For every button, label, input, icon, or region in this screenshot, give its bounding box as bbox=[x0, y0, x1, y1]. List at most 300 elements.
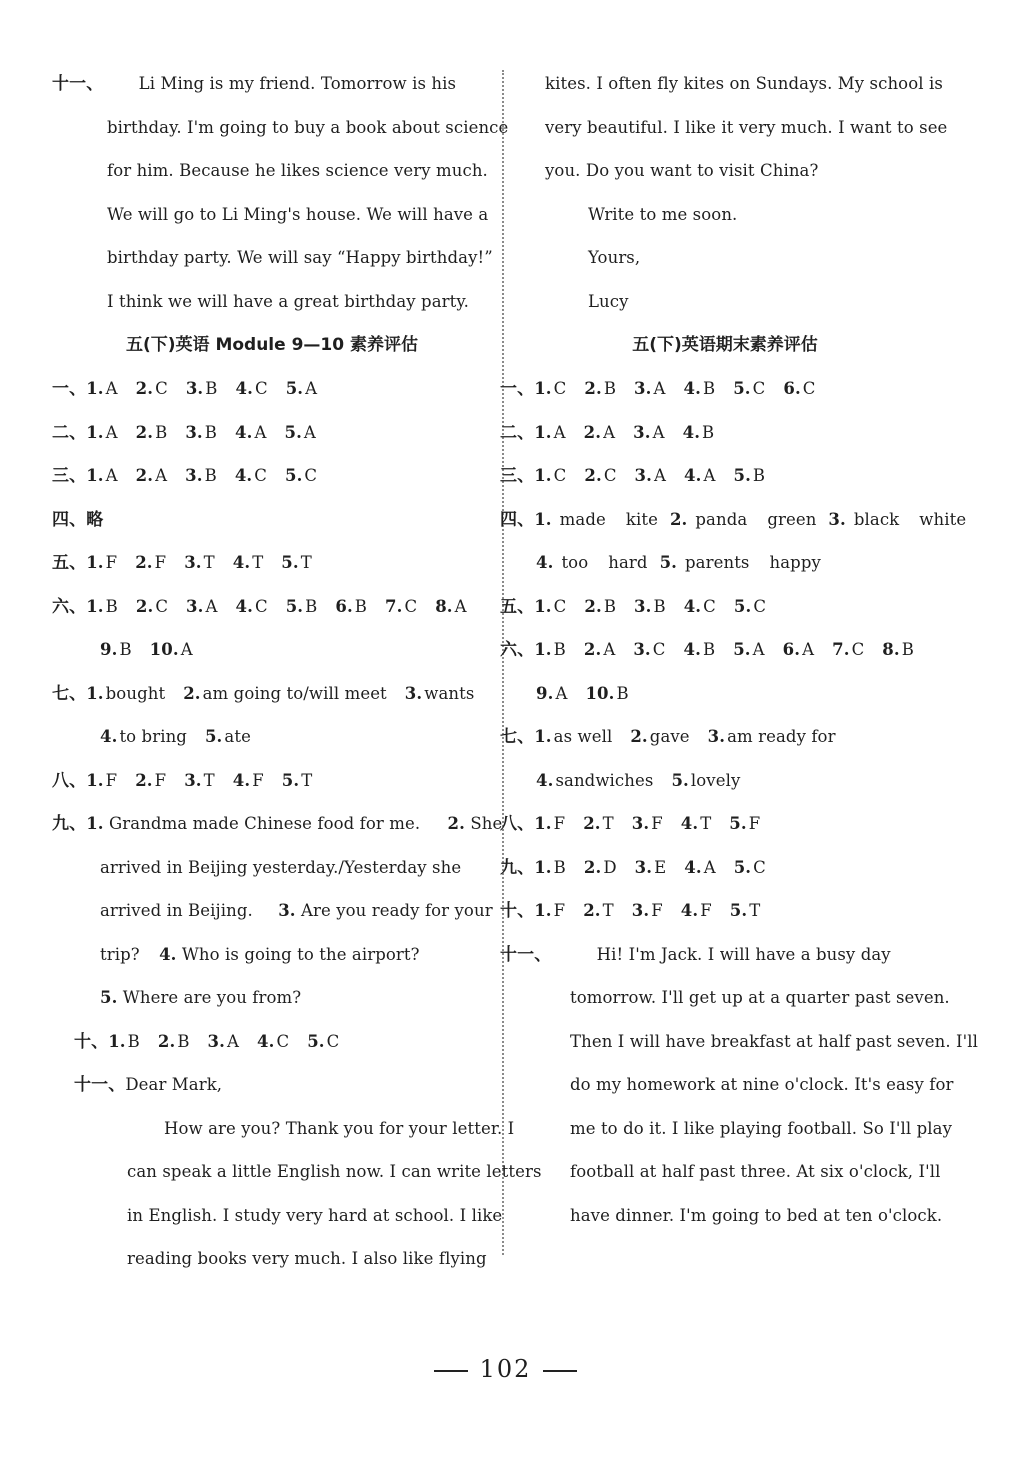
item-number: 9. bbox=[100, 640, 118, 659]
answer-item bbox=[150, 628, 193, 672]
answer-item bbox=[733, 367, 765, 411]
answer-item bbox=[335, 585, 367, 629]
answer-list bbox=[534, 901, 760, 920]
answer-item bbox=[534, 585, 566, 629]
item-number: 8. bbox=[882, 640, 900, 659]
item-answer: T bbox=[203, 553, 215, 572]
item-answer: A bbox=[553, 422, 566, 442]
section-label: 三、 bbox=[52, 466, 87, 486]
left-s9-line-5 bbox=[52, 976, 492, 1020]
answer-item bbox=[534, 715, 612, 759]
right-s11-line-1 bbox=[500, 933, 950, 977]
item-number: 5. bbox=[285, 596, 304, 616]
item-number: 6. bbox=[782, 640, 801, 659]
item-number: 2. bbox=[630, 727, 648, 746]
right-s1 bbox=[500, 367, 950, 411]
answer-item bbox=[284, 411, 315, 455]
right-s5 bbox=[500, 585, 950, 629]
answer-item bbox=[684, 454, 715, 498]
answer-list bbox=[534, 510, 972, 529]
section-label: 十、 bbox=[500, 901, 535, 921]
answer-item bbox=[633, 411, 664, 455]
item-answer: gave bbox=[649, 727, 690, 746]
item-number: 6. bbox=[783, 379, 801, 398]
item-number: 2. bbox=[447, 814, 465, 833]
item-number: 3. bbox=[185, 422, 203, 442]
item-number: 5. bbox=[284, 422, 302, 442]
item-number: 3. bbox=[207, 1031, 225, 1051]
answer-item bbox=[684, 846, 715, 890]
item-number: 3. bbox=[184, 553, 202, 572]
answer-text: arrived in Beijing yesterday./Yesterday she bbox=[100, 857, 462, 877]
item-answer: as well bbox=[553, 727, 613, 746]
item-number: 2. bbox=[583, 814, 601, 833]
answer-item bbox=[286, 585, 318, 629]
item-answer: bought bbox=[105, 683, 166, 703]
answer-list bbox=[536, 684, 629, 703]
answer-list bbox=[534, 814, 760, 833]
item-number: 4. bbox=[680, 901, 699, 920]
item-answer: F bbox=[651, 901, 663, 920]
footer-dash-right bbox=[543, 1370, 577, 1372]
answer-list bbox=[86, 553, 312, 572]
item-number: 5. bbox=[733, 596, 752, 616]
item-answer: B bbox=[205, 379, 218, 398]
right-s2 bbox=[500, 411, 950, 455]
item-answer: too bbox=[561, 553, 589, 572]
item-answer: ate bbox=[224, 727, 251, 746]
item-answer: A bbox=[653, 466, 667, 485]
item-answer: A bbox=[303, 422, 316, 442]
item-number: 1. bbox=[534, 466, 552, 485]
section-label: 十一、 bbox=[52, 74, 104, 94]
item-number: 5. bbox=[659, 553, 678, 572]
item-number: 3. bbox=[631, 814, 650, 833]
left-s1 bbox=[52, 367, 492, 411]
item-number: 3. bbox=[185, 379, 204, 398]
item-answer: B bbox=[752, 466, 766, 485]
answer-item bbox=[632, 802, 663, 846]
item-answer: A bbox=[603, 422, 616, 442]
item-number: 4. bbox=[684, 857, 702, 877]
item-number: 4. bbox=[234, 466, 253, 485]
answer-item bbox=[100, 715, 187, 759]
item-answer: panda bbox=[695, 509, 748, 529]
answer-text: Where are you from? bbox=[122, 988, 302, 1007]
item-number: 4. bbox=[684, 466, 702, 485]
answer-item bbox=[683, 411, 715, 455]
item-answer: C bbox=[703, 596, 716, 616]
section-label: 七、 bbox=[500, 727, 535, 747]
answer-item bbox=[584, 454, 616, 498]
answer-item bbox=[634, 367, 665, 411]
answer-item bbox=[534, 628, 566, 672]
answer-item bbox=[233, 759, 264, 803]
essay-text: for him. Because he likes science very much. bbox=[107, 161, 488, 180]
answer-item bbox=[584, 411, 615, 455]
item-answer: F bbox=[154, 553, 167, 572]
answer-item bbox=[681, 889, 712, 933]
answer-list bbox=[86, 597, 466, 616]
answer-item bbox=[730, 889, 761, 933]
item-number: 2. bbox=[583, 422, 602, 442]
item-answer: A bbox=[105, 379, 118, 398]
answer-item bbox=[708, 715, 836, 759]
answer-list bbox=[534, 727, 835, 746]
item-answer: B bbox=[105, 596, 118, 616]
item-answer: B bbox=[616, 683, 629, 703]
answer-item bbox=[257, 1020, 289, 1064]
item-number: 5. bbox=[285, 379, 304, 398]
section-heading: 五(下)英语 Module 9—10 素养评估 bbox=[125, 335, 418, 355]
section-label: 九、 bbox=[52, 814, 87, 834]
item-answer: lovely bbox=[690, 770, 741, 790]
item-number: 4. bbox=[257, 1031, 275, 1051]
section-label: 六、 bbox=[52, 596, 87, 617]
section-label: 三、 bbox=[500, 466, 535, 486]
item-answer: C bbox=[326, 1031, 340, 1051]
item-number: 2. bbox=[135, 553, 153, 572]
item-number: 6. bbox=[335, 596, 353, 616]
answer-item bbox=[135, 541, 166, 585]
item-number: 4. bbox=[682, 422, 701, 442]
left-column bbox=[52, 62, 542, 1281]
item-number: 4. bbox=[235, 422, 253, 442]
left-s7-cont bbox=[52, 715, 492, 759]
answer-item bbox=[783, 628, 814, 672]
section-label: 九、 bbox=[500, 857, 535, 878]
answer-item bbox=[534, 454, 566, 498]
answer-item bbox=[733, 628, 764, 672]
item-number: 4. bbox=[100, 727, 118, 746]
answer-item bbox=[534, 498, 664, 542]
item-number: 3. bbox=[278, 901, 296, 920]
left-s6-cont bbox=[52, 628, 492, 672]
answer-item bbox=[136, 585, 168, 629]
answer-list bbox=[100, 640, 193, 659]
item-answer: T bbox=[749, 901, 761, 920]
answer-list bbox=[534, 858, 766, 877]
answer-item bbox=[186, 585, 217, 629]
answer-item bbox=[536, 759, 653, 803]
essay-text: Li Ming is my friend. Tomorrow is his bbox=[138, 74, 457, 93]
answer-item bbox=[205, 715, 251, 759]
item-answer: C bbox=[276, 1031, 290, 1051]
answer-item bbox=[183, 672, 387, 716]
item-answer: B bbox=[702, 640, 716, 659]
item-number: 5. bbox=[204, 727, 223, 746]
item-number: 3. bbox=[707, 727, 726, 746]
letter-text: very beautiful. I like it very much. I want to see bbox=[545, 117, 948, 137]
letter-text: reading books very much. I also like flying bbox=[127, 1249, 487, 1268]
item-answer: B bbox=[127, 1031, 140, 1051]
item-number: 3. bbox=[184, 770, 202, 790]
answer-item bbox=[635, 846, 667, 890]
item-answer: C bbox=[304, 466, 318, 485]
item-answer: C bbox=[753, 596, 767, 616]
item-answer: B bbox=[702, 379, 716, 398]
item-answer: A bbox=[603, 640, 616, 659]
item-answer: A bbox=[254, 422, 267, 442]
section-label: 八、 bbox=[500, 814, 535, 834]
section-label: 八、 bbox=[52, 770, 87, 791]
essay-text: do my homework at nine o'clock. It's easy for bbox=[570, 1075, 954, 1094]
left-s3 bbox=[52, 454, 492, 498]
item-number: 5. bbox=[281, 553, 299, 572]
item-number: 4. bbox=[232, 770, 251, 790]
essay-text: have dinner. I'm going to bed at ten o'clock. bbox=[570, 1205, 943, 1225]
answer-item bbox=[86, 541, 117, 585]
item-answer: kite bbox=[625, 509, 658, 529]
answer-item bbox=[671, 759, 740, 803]
item-number: 1. bbox=[534, 901, 552, 920]
item-answer: C bbox=[652, 640, 666, 659]
item-number: 4. bbox=[159, 944, 177, 964]
item-answer: A bbox=[105, 422, 118, 442]
item-number: 2. bbox=[669, 509, 688, 529]
right-column bbox=[500, 62, 979, 1237]
answer-item bbox=[236, 585, 268, 629]
answer-item bbox=[584, 628, 615, 672]
item-answer: B bbox=[603, 596, 617, 616]
answer-item bbox=[307, 1020, 339, 1064]
answer-list bbox=[86, 466, 317, 485]
answer-text: trip? bbox=[100, 944, 140, 964]
left-s10 bbox=[52, 1020, 492, 1064]
item-number: 5. bbox=[733, 379, 751, 398]
answer-item bbox=[100, 628, 132, 672]
item-number: 3. bbox=[634, 466, 652, 485]
item-answer: C bbox=[254, 466, 267, 485]
answer-item bbox=[536, 541, 654, 585]
answer-item bbox=[86, 367, 117, 411]
item-number: 5. bbox=[284, 466, 303, 485]
item-number: 5. bbox=[307, 1031, 325, 1051]
left-s7 bbox=[52, 672, 492, 716]
answer-item bbox=[534, 846, 566, 890]
item-number: 2. bbox=[135, 770, 153, 790]
item-answer: A bbox=[226, 1031, 240, 1051]
item-number: 7. bbox=[385, 596, 403, 616]
answer-item bbox=[136, 367, 168, 411]
section-heading: 五(下)英语期末素养评估 bbox=[632, 335, 818, 355]
left-s11b-salutation bbox=[52, 1063, 492, 1107]
item-number: 3. bbox=[634, 596, 652, 616]
answer-list bbox=[86, 771, 312, 790]
item-number: 4. bbox=[235, 379, 253, 398]
item-answer: B bbox=[204, 422, 218, 442]
item-number: 4. bbox=[683, 596, 702, 616]
item-answer: C bbox=[155, 379, 168, 398]
item-answer: B bbox=[653, 596, 666, 616]
letter-salutation: Dear Mark, bbox=[125, 1075, 223, 1094]
item-answer: F bbox=[553, 901, 566, 920]
answer-item bbox=[405, 672, 475, 716]
answer-item bbox=[684, 628, 716, 672]
answer-item bbox=[734, 846, 766, 890]
answer-item bbox=[184, 541, 215, 585]
item-number: 1. bbox=[86, 683, 104, 703]
letter-text: can speak a little English now. I can write letters bbox=[127, 1162, 542, 1181]
section-label: 二、 bbox=[500, 422, 535, 443]
item-number: 2. bbox=[583, 640, 602, 659]
item-number: 1. bbox=[534, 509, 552, 529]
item-answer: white bbox=[919, 509, 967, 529]
item-number: 1. bbox=[108, 1031, 126, 1051]
answer-item bbox=[584, 585, 616, 629]
item-number: 4. bbox=[680, 814, 699, 833]
item-number: 4. bbox=[683, 379, 701, 398]
answer-item bbox=[681, 802, 712, 846]
item-number: 5. bbox=[733, 466, 751, 485]
item-answer: A bbox=[802, 640, 815, 659]
item-number: 1. bbox=[534, 814, 552, 833]
answer-item bbox=[684, 585, 716, 629]
item-number: 8. bbox=[435, 596, 453, 616]
answer-item bbox=[670, 498, 822, 542]
section-label: 一、 bbox=[52, 379, 87, 399]
item-answer: B bbox=[553, 857, 566, 877]
item-answer: C bbox=[851, 640, 865, 659]
letter-closing: Write to me soon. bbox=[588, 204, 738, 224]
answer-item bbox=[660, 541, 827, 585]
answer-item bbox=[86, 759, 117, 803]
answer-item bbox=[733, 454, 765, 498]
item-answer: wants bbox=[424, 683, 475, 703]
answer-item bbox=[185, 454, 217, 498]
item-number: 3. bbox=[634, 857, 653, 877]
answer-item bbox=[635, 454, 666, 498]
item-number: 3. bbox=[634, 379, 652, 398]
answer-item bbox=[583, 802, 614, 846]
item-number: 2. bbox=[183, 683, 201, 703]
item-answer: T bbox=[602, 814, 614, 833]
item-answer: F bbox=[651, 814, 663, 833]
item-answer: A bbox=[305, 379, 318, 398]
right-s6 bbox=[500, 628, 950, 672]
item-number: 1. bbox=[534, 857, 552, 877]
item-answer: B bbox=[354, 596, 368, 616]
section-label: 五、 bbox=[500, 596, 535, 617]
section-label: 四、 bbox=[52, 509, 87, 530]
answer-item bbox=[630, 715, 689, 759]
left-s8 bbox=[52, 759, 492, 803]
item-number: 4. bbox=[536, 770, 554, 790]
item-answer: F bbox=[105, 770, 118, 790]
item-number: 5. bbox=[733, 640, 751, 659]
item-answer: B bbox=[901, 640, 914, 659]
item-answer: C bbox=[254, 379, 268, 398]
answer-item bbox=[281, 541, 312, 585]
item-answer: C bbox=[254, 596, 268, 616]
answer-item bbox=[534, 889, 565, 933]
item-number: 1. bbox=[86, 553, 104, 572]
item-answer: A bbox=[703, 857, 716, 877]
essay-text: birthday party. We will say “Happy birthday!” bbox=[107, 248, 493, 267]
section-label: 四、 bbox=[500, 509, 535, 530]
answer-list bbox=[534, 379, 815, 398]
answer-item bbox=[634, 585, 666, 629]
item-answer: C bbox=[752, 379, 766, 398]
item-number: 2. bbox=[584, 379, 602, 398]
answer-item bbox=[86, 672, 165, 716]
answer-item bbox=[684, 367, 716, 411]
letter-text: in English. I study very hard at school. I like bbox=[127, 1205, 503, 1225]
answer-item bbox=[734, 585, 766, 629]
item-answer: C bbox=[155, 596, 169, 616]
answer-item bbox=[86, 411, 117, 455]
item-number: 4. bbox=[235, 596, 253, 616]
item-number: 1. bbox=[86, 770, 104, 790]
left-s2 bbox=[52, 411, 492, 455]
item-answer: C bbox=[553, 596, 567, 616]
left-s11-line-1 bbox=[52, 62, 492, 106]
answer-list bbox=[108, 1032, 339, 1051]
essay-text: We will go to Li Ming's house. We will have a bbox=[107, 204, 489, 224]
item-number: 3. bbox=[828, 509, 846, 529]
item-answer: am ready for bbox=[727, 727, 836, 746]
answer-item bbox=[185, 411, 217, 455]
answer-text: 略 bbox=[86, 509, 104, 530]
answer-list bbox=[534, 597, 766, 616]
item-answer: parents bbox=[685, 553, 750, 572]
right-s6-cont bbox=[500, 672, 950, 716]
answer-item bbox=[534, 367, 566, 411]
item-answer: A bbox=[703, 466, 716, 485]
item-number: 1. bbox=[534, 596, 552, 616]
item-answer: am going to/will meet bbox=[202, 683, 387, 703]
item-answer: B bbox=[702, 422, 715, 442]
item-answer: C bbox=[753, 857, 766, 877]
item-answer: T bbox=[602, 901, 614, 920]
item-answer: hard bbox=[608, 553, 648, 572]
answer-item bbox=[233, 541, 264, 585]
item-number: 1. bbox=[86, 596, 104, 616]
right-s8 bbox=[500, 802, 950, 846]
item-number: 5. bbox=[281, 770, 300, 790]
item-answer: C bbox=[404, 596, 418, 616]
right-s4-cont bbox=[500, 541, 950, 585]
item-number: 4. bbox=[683, 640, 701, 659]
answer-text: Who is going to the airport? bbox=[181, 944, 420, 964]
essay-text: tomorrow. I'll get up at a quarter past seven. bbox=[570, 988, 950, 1007]
answer-item bbox=[235, 411, 266, 455]
item-answer: C bbox=[802, 379, 816, 398]
answer-item bbox=[286, 367, 317, 411]
item-number: 2. bbox=[135, 379, 154, 398]
item-answer: F bbox=[105, 553, 118, 572]
item-answer: A bbox=[105, 466, 118, 485]
item-number: 10. bbox=[149, 640, 179, 659]
answer-item bbox=[584, 367, 616, 411]
answer-item bbox=[729, 802, 760, 846]
section-label: 十一、 bbox=[74, 1075, 126, 1095]
essay-text: me to do it. I like playing football. So I'll play bbox=[570, 1118, 953, 1138]
answer-list bbox=[534, 640, 914, 659]
item-number: 7. bbox=[832, 640, 850, 659]
answer-item bbox=[832, 628, 864, 672]
section-label: 十、 bbox=[74, 1031, 109, 1052]
answer-item bbox=[585, 672, 628, 716]
item-answer: T bbox=[203, 770, 215, 790]
item-number: 2. bbox=[583, 901, 601, 920]
item-answer: happy bbox=[769, 553, 821, 572]
item-number: 2. bbox=[135, 422, 154, 442]
answer-item bbox=[208, 1020, 239, 1064]
item-number: 5. bbox=[671, 770, 689, 790]
answer-item bbox=[285, 454, 317, 498]
right-s7 bbox=[500, 715, 950, 759]
